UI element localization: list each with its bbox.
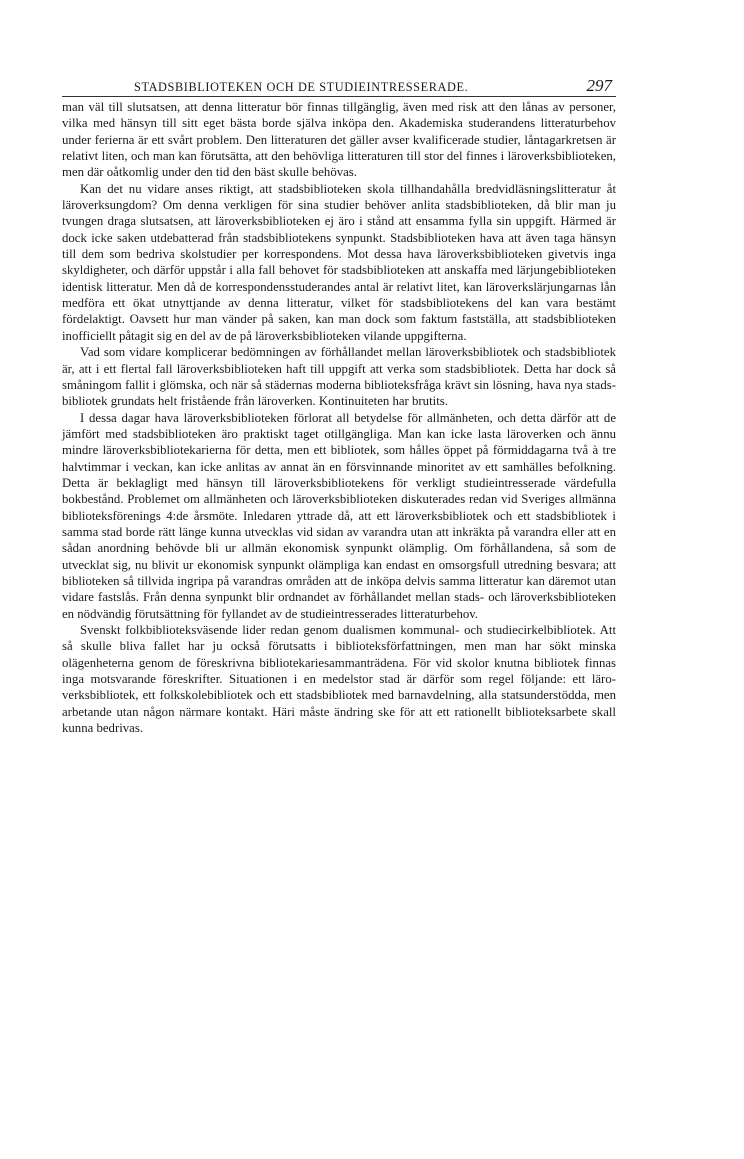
paragraph-2: Kan det nu vidare anses riktigt, att stadsbiblioteken skola tillhandahålla bredvidläsningslitteratur åt läroverksungdom? Om denna verkligen för sina studier behöver anlita stadsbiblioteken, då blir man ju tvungen draga slutsatsen, att läroverksbiblioteken ej äro i stånd att ensamma fylla sin uppgift. Härmed är dock icke saken utdebatterad från stadsbibliotekens synpunkt. Stadsbiblioteken hava att även taga hänsyn till dem som bedriva skolstudier per korrespondens. Mot dessa hava läroverksbiblioteken givetvis inga skyldigheter, och därför uppstår i alla fall behovet för stadsbiblioteken att anskaffa med lärjungebiblioteken identisk litteratur. Men då de korrespondensstuderandes antal är relativt litet, kan läroverkslärjungarnas lån medföra ett ökat utnyttjande av denna litteratur, vilket för stadsbibliotekens del kan vara bestämt fördelaktigt. Oavsett hur man vänder på saken, kan man dock som faktum fastställa, att stadsbiblioteken inofficiellt påtagit sig en del av de på läroverksbiblioteken vilande uppgifterna. [62,181,616,343]
running-header [62,76,616,97]
paragraph-3: Vad som vidare komplicerar bedömningen av förhållandet mellan läroverksbibliotek och stadsbibliotek är, att i ett flertal fall läroverksbiblioteken haft till uppgift att verka som stadsbibliotek. Detta har dock så småningom fallit i glömska, och när så städernas moderna biblioteksfråga krävt sin lösning, hava nya stadsbibliotek grundats helt fristående från läroverken. Kontinuiteten har brutits. [62,345,616,409]
paragraph-4: I dessa dagar hava läroverksbiblioteken förlorat all betydelse för allmänheten, och detta därför att de jämfört med stadsbiblioteken äro praktiskt taget otillgängliga. Man kan icke lasta läroverken och ännu mindre läroverksbibliotekarierna för detta, men ett bibliotek, som hålles öppet på förmiddagarna två à tre halvtimmar i veckan, kan icke anlitas av annat än en försvinnande minoritet av ett samhälles befolkning. Detta är beklagligt med hänsyn till läroverksbibliotekens för verkligt studieintresserade värdefulla bokbestånd. Problemet om allmänheten och läroverksbiblioteken diskuterades redan vid Sveriges allmänna biblioteksförenings 4:de årsmöte. Inledaren yttrade då, att ett läroverksbibliotek och ett stadsbibliotek i samma stad borde rätt länge kunna utvecklas vid sidan av varandra utan att inkräkta på varandra eller att en sådan anordning behövde bli ur allmän ekonomisk synpunkt olämplig. Om förhållandena, så som de utvecklat sig, nu blivit ur ekonomisk synpunkt olämpliga kan endast en omsorgsfull utredning besvara; att biblioteken så tillvida ingripa på varandras områden att de inköpa delvis samma litteratur kan däremot utan vidare fastslås. Från denna synpunkt blir ordnandet av förhållandet mellan stads- och läroverksbiblioteken en nödvändig förutsättning för fyllandet av de studieintresserades litteraturbehov. [62,410,616,621]
header-title: STADSBIBLIOTEKEN OCH DE STUDIEINTRESSERADE. [134,80,469,94]
body-text [62,99,616,736]
page-number: 297 [586,76,612,95]
book-page [62,76,616,736]
paragraph-1: man väl till slutsatsen, att denna litteratur bör finnas tillgänglig, även med risk att den lånas av personer, vilka med hänsyn till sitt eget bästa borde själva inköpa den. Akademiska studerandens litteraturbehov under ferierna är ett svårt problem. Den litteraturen det gäller avser kvalificerade studier, låntagarkretsen är relativt liten, och man kan förutsätta, att den behövliga litteraturen till stor del finnes i läroverksbiblioteken, men där oåtkomlig under den tid den bäst skulle behövas. [62,100,616,180]
paragraph-5: Svenskt folkbiblioteksväsende lider redan genom dualismen kommunal- och studiecirkelbibliotek. Att så skulle bliva fallet har ju också förutsatts i biblioteksförfattningen, men man har sökt minska olägenheterna genom de föreskrivna bibliotekariesammanträdena. För vid skolor knutna bibliotek finnas inga motsvarande föreskrifter. Situationen i en medelstor stad är därför som regel följande: ett läroverksbibliotek, ett folkskolebibliotek och ett stadsbibliotek med barnavdelning, alla statsunderstödda, men arbetande utan någon närmare kontakt. Häri måste ändring ske för att ett rationellt biblioteksarbete skall kunna bedrivas. [62,623,616,736]
